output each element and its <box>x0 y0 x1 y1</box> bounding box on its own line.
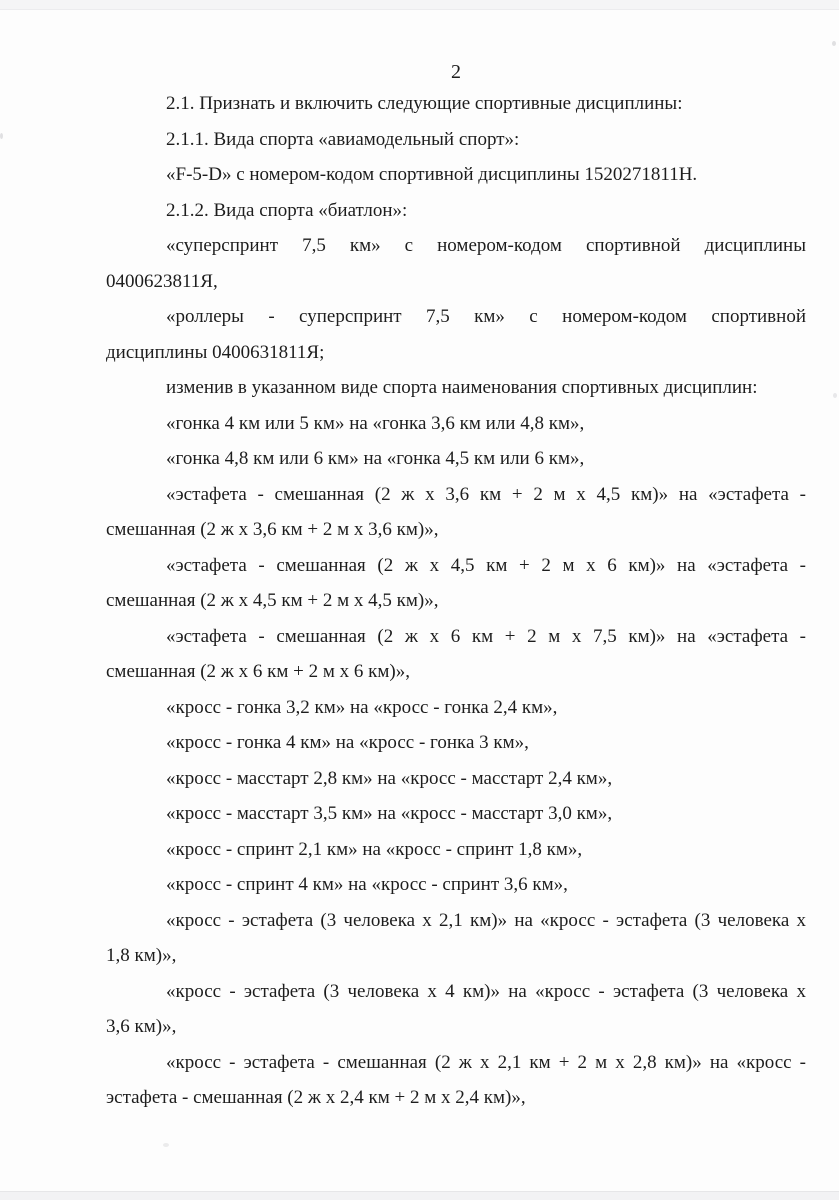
text-line: «кросс - эстафета (3 человека х 2,1 км)» на «кросс - эстафета (3 человека х <box>166 909 806 931</box>
text-line: смешанная (2 ж х 6 км + 2 м х 6 км)», <box>106 661 410 682</box>
text-line: 2.1.2. Вида спорта «биатлон»: <box>166 199 408 221</box>
scan-speck <box>0 133 3 139</box>
text-line: «кросс - спринт 2,1 км» на «кросс - спринт 1,8 км», <box>166 838 583 860</box>
text-line: эстафета - смешанная (2 ж х 2,4 км + 2 м х 2,4 км)», <box>106 1087 526 1108</box>
scan-speck <box>163 1143 169 1147</box>
text-line: 3,6 км)», <box>106 1016 177 1037</box>
text-line: «F-5-D» с номером-кодом спортивной дисциплины 1520271811Н. <box>166 164 698 185</box>
text-line: смешанная (2 ж х 4,5 км + 2 м х 4,5 км)», <box>106 590 439 611</box>
text-line: смешанная (2 ж х 3,6 км + 2 м х 3,6 км)», <box>106 519 439 540</box>
text-line: «кросс - эстафета (3 человека х 4 км)» на «кросс - эстафета (3 человека х <box>166 980 806 1002</box>
text-line: «роллеры - суперспринт 7,5 км» с номером-кодом спортивной <box>166 306 806 327</box>
page-number: 2 <box>451 61 461 83</box>
text-line: «кросс - масстарт 3,5 км» на «кросс - масстарт 3,0 км», <box>166 803 613 824</box>
text-line: 1,8 км)», <box>106 945 177 966</box>
scan-speck <box>833 393 837 398</box>
scan-edge-bottom <box>0 1191 839 1200</box>
text-line: дисциплины 0400631811Я; <box>106 341 325 363</box>
text-line: «кросс - гонка 4 км» на «кросс - гонка 3 км», <box>166 732 529 753</box>
text-line: «кросс - масстарт 2,8 км» на «кросс - масстарт 2,4 км», <box>166 767 613 789</box>
text-line: «суперспринт 7,5 км» с номером-кодом спортивной дисциплины <box>166 235 806 256</box>
scan-edge-top <box>0 0 839 10</box>
text-line: «гонка 4,8 км или 6 км» на «гонка 4,5 км или 6 км», <box>166 448 585 469</box>
document-body <box>106 86 806 1116</box>
text-line: «кросс - гонка 3,2 км» на «кросс - гонка 2,4 км», <box>166 696 558 718</box>
text-line: 2.1.1. Вида спорта «авиамодельный спорт»: <box>166 128 520 150</box>
text-line: изменив в указанном виде спорта наименования спортивных дисциплин: <box>166 377 758 398</box>
text-line: «эстафета - смешанная (2 ж х 6 км + 2 м х 7,5 км)» на «эстафета - <box>166 625 806 647</box>
text-line: «эстафета - смешанная (2 ж х 4,5 км + 2 м х 6 км)» на «эстафета - <box>166 554 806 576</box>
text-line: «кросс - спринт 4 км» на «кросс - спринт 3,6 км», <box>166 874 568 895</box>
text-line: «эстафета - смешанная (2 ж х 3,6 км + 2 м х 4,5 км)» на «эстафета - <box>166 483 806 505</box>
text-line: 2.1. Признать и включить следующие спортивные дисциплины: <box>166 93 683 114</box>
text-line: «гонка 4 км или 5 км» на «гонка 3,6 км или 4,8 км», <box>166 412 585 434</box>
text-line: 0400623811Я, <box>106 270 218 292</box>
text-line: «кросс - эстафета - смешанная (2 ж х 2,1 км + 2 м х 2,8 км)» на «кросс - <box>166 1051 806 1073</box>
scan-speck <box>832 41 836 46</box>
